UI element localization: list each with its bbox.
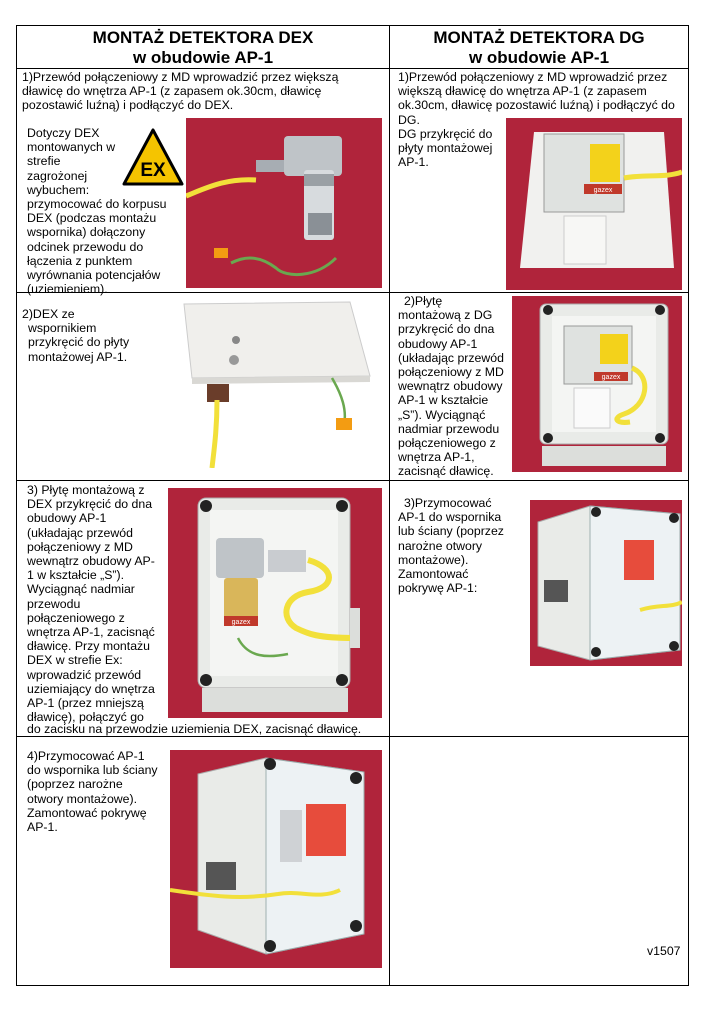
left-step1-intro: 1)Przewód połączeniowy z MD wprowadzić przez większą dławicę do wnętrza AP-1 (z zapasem ok.30cm, dławicę pozostawić luźną) i podłączyć do DEX. — [22, 70, 339, 113]
right-step1b: DG przykręcić do płyty montażowej AP-1. — [398, 127, 493, 170]
left-step2: 2)DEX ze wspornikiem przykręcić do płyty montażowej AP-1. — [22, 307, 130, 364]
header-right-line2: w obudowie AP-1 — [468, 48, 610, 67]
right-step3: 3)Przymocować AP-1 do wspornika lub ściany (poprzez narożne otwory montażowe). Zamontować pokrywę AP-1: — [398, 496, 504, 596]
gazex-label-3: gazex — [231, 619, 251, 626]
table-row-divider-1 — [16, 68, 689, 69]
table-column-divider — [389, 25, 390, 986]
right-step1: 1)Przewód połączeniowy z MD wprowadzić przez większą dławicę do wnętrza AP-1 (z zapasem ok.30cm, dławicę pozostawić luźną) i podłączyć do DG. — [398, 70, 675, 127]
table-border-top — [16, 25, 689, 26]
table-row-divider-3 — [16, 480, 689, 481]
ex-sign-label: EX — [140, 160, 166, 181]
header-left-line1: MONTAŻ DETEKTORA DEX — [92, 28, 314, 47]
photo-dex-with-bracket — [186, 118, 382, 288]
header-right-line1: MONTAŻ DETEKTORA DG — [433, 28, 645, 47]
left-step3-last-line: do zacisku na przewodzie uziemienia DEX, zacisnąć dławicę. — [27, 722, 362, 736]
left-step4: 4)Przymocować AP-1 do wspornika lub ściany (poprzez narożne otwory montażowe). Zamontować pokrywę AP-1. — [27, 749, 158, 835]
ex-warning-sign-icon — [122, 128, 184, 186]
header-right — [390, 28, 688, 68]
photo-dex-enclosure-closed — [170, 750, 382, 968]
header-left-line2: w obudowie AP-1 — [132, 48, 274, 67]
photo-dex-plate-mounted — [172, 300, 382, 468]
version-label: v1507 — [647, 944, 681, 958]
photo-dg-enclosure-closed — [530, 500, 682, 666]
right-step2: 2)Płytę montażową z DG przykręcić do dna obudowy AP-1 (układając przewód połączeniowy z MD wewnątrz obudowy AP-1 w kształcie „S”). Wyciągnąć nadmiar przewodu połączeniowego z wnętrza AP-1, zacisnąć dławicę. — [398, 294, 504, 479]
table-border-right — [688, 25, 689, 986]
table-border-bottom — [16, 985, 689, 986]
left-step1-ex-note: Dotyczy DEX montowanych w strefie zagrożonej wybuchem: przymocować do korpusu DEX (podczas montażu wspornika) dołączony odcinek przewodu do łączenia z punktem wyrównania potencjałów (uziemieniem). — [27, 126, 167, 297]
photo-dex-in-enclosure — [168, 488, 382, 718]
left-step3: 3) Płytę montażową z DEX przykręcić do dna obudowy AP-1 (układając przewód połączeniowy z MD wewnątrz obudowy AP- 1 w kształcie „S”). Wyciągnąć nadmiar przewodu połączeniowego z wnętrza AP-1, zacisnąć dławicę. Przy montażu DEX w strefie Ex: wprowadzić przewód uziemiający do wnętrza AP-1 (przez mniejszą dławicę), połączyć go — [27, 483, 155, 725]
photo-dg-on-plate — [506, 118, 682, 290]
gazex-label-1: gazex — [593, 187, 613, 194]
gazex-label-2: gazex — [601, 374, 621, 381]
header-left — [17, 28, 389, 68]
table-border-left — [16, 25, 17, 986]
photo-dg-in-enclosure — [512, 296, 682, 472]
